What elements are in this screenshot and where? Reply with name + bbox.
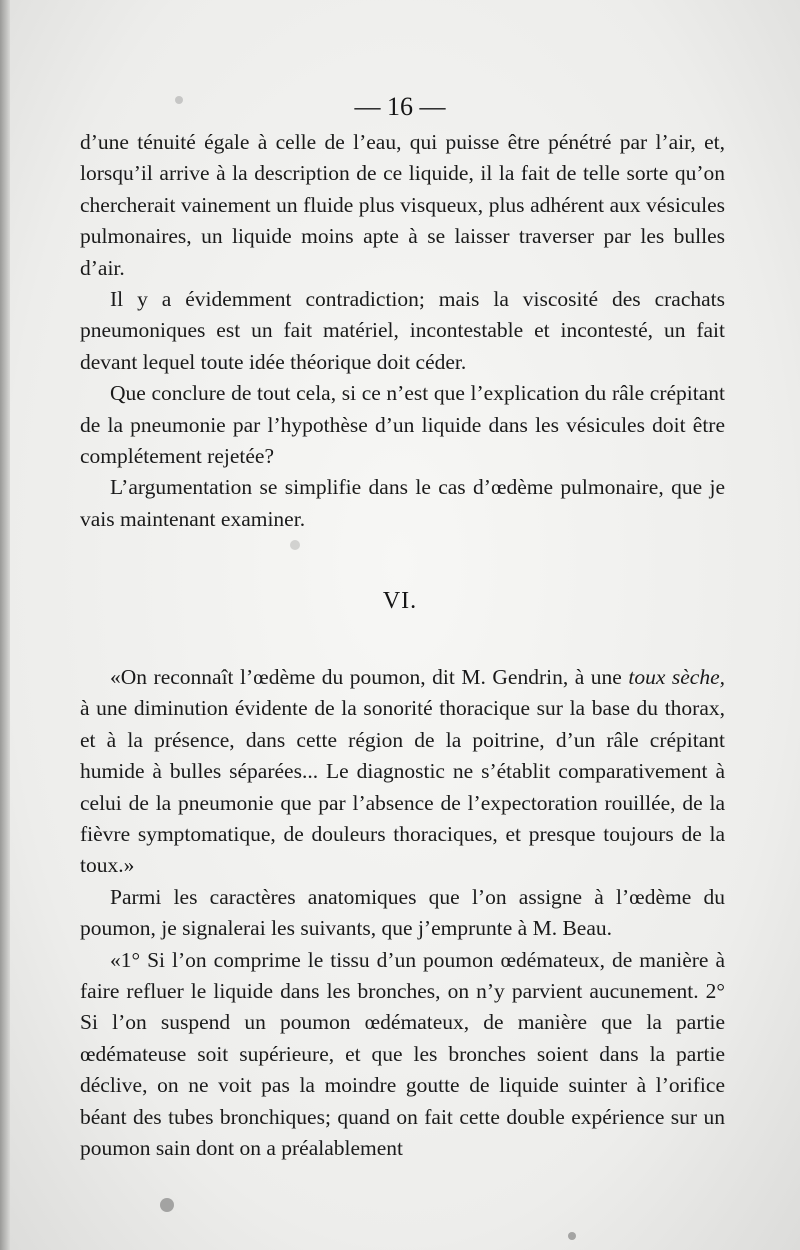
paragraph-oedema-intro: L’argumentation se simplifie dans le cas d’œdème pulmonaire, que je vais maintenant examiner. bbox=[80, 475, 725, 531]
ink-speck bbox=[568, 1232, 576, 1240]
page-binding-edge bbox=[0, 0, 10, 1250]
ink-speck bbox=[175, 96, 183, 104]
body-text-bottom bbox=[80, 662, 725, 1165]
paragraph-gendrin-quote bbox=[80, 662, 725, 882]
quote-part-1: «On reconnaît l’œdème du poumon, dit M. Gendrin, à une bbox=[110, 665, 622, 689]
paragraph-beau-quote: «1° Si l’on comprime le tissu d’un poumon œdémateux, de manière à faire refluer le liquide dans les bronches, on n’y parvient aucunement. 2° Si l’on suspend un poumon œdémateux, de manière que la partie œdémateuse soit supérieure, et que les bronches soient dans la partie déclive, on ne voit pas la moindre goutte de liquide suinter à l’orifice béant des tubes bronchiques; quand on fait cette double expérience sur un poumon sain dont on a préalablement bbox=[80, 947, 725, 1161]
ink-speck bbox=[160, 1198, 174, 1212]
page-number: — 16 — bbox=[354, 92, 446, 121]
paragraph-conclusion: Que conclure de tout cela, si ce n’est que l’explication du râle crépitant de la pneumonie par l’hypothèse d’un liquide dans les vésicules doit être complétement rejetée? bbox=[80, 381, 725, 469]
quote-italic: toux sèche, bbox=[628, 665, 725, 689]
body-text-top bbox=[80, 127, 725, 535]
section-heading: VI. bbox=[382, 588, 418, 614]
paragraph-continuation: d’une ténuité égale à celle de l’eau, qui puisse être pénétré par l’air, et, lorsqu’il arrive à la description de ce liquide, il la fait de telle sorte qu’on chercherait vainement un fluide plus visqueux, plus adhérent aux vésicules pulmonaires, un liquide moins apte à se laisser traverser par les bulles d’air. bbox=[80, 130, 725, 280]
paragraph-contradiction: Il y a évidemment contradiction; mais la viscosité des crachats pneumoniques est un fait matériel, incontestable et incontesté, un fait devant lequel toute idée théorique doit céder. bbox=[80, 287, 725, 374]
quote-part-2: à une diminution évidente de la sonorité thoracique sur la base du thorax, et à la présence, dans cette région de la poitrine, d’un râle crépitant humide à bulles séparées... Le diagnostic ne s’établit comparativement à celui de la pneumonie que par l’absence de l’expectoration rouillée, de la fièvre symptomatique, de douleurs thoraciques, et presque toujours de la toux.» bbox=[80, 696, 725, 878]
ink-speck bbox=[290, 540, 300, 550]
paragraph-beau-intro: Parmi les caractères anatomiques que l’on assigne à l’œdème du poumon, je signalerai les suivants, que j’emprunte à M. Beau. bbox=[80, 884, 725, 941]
